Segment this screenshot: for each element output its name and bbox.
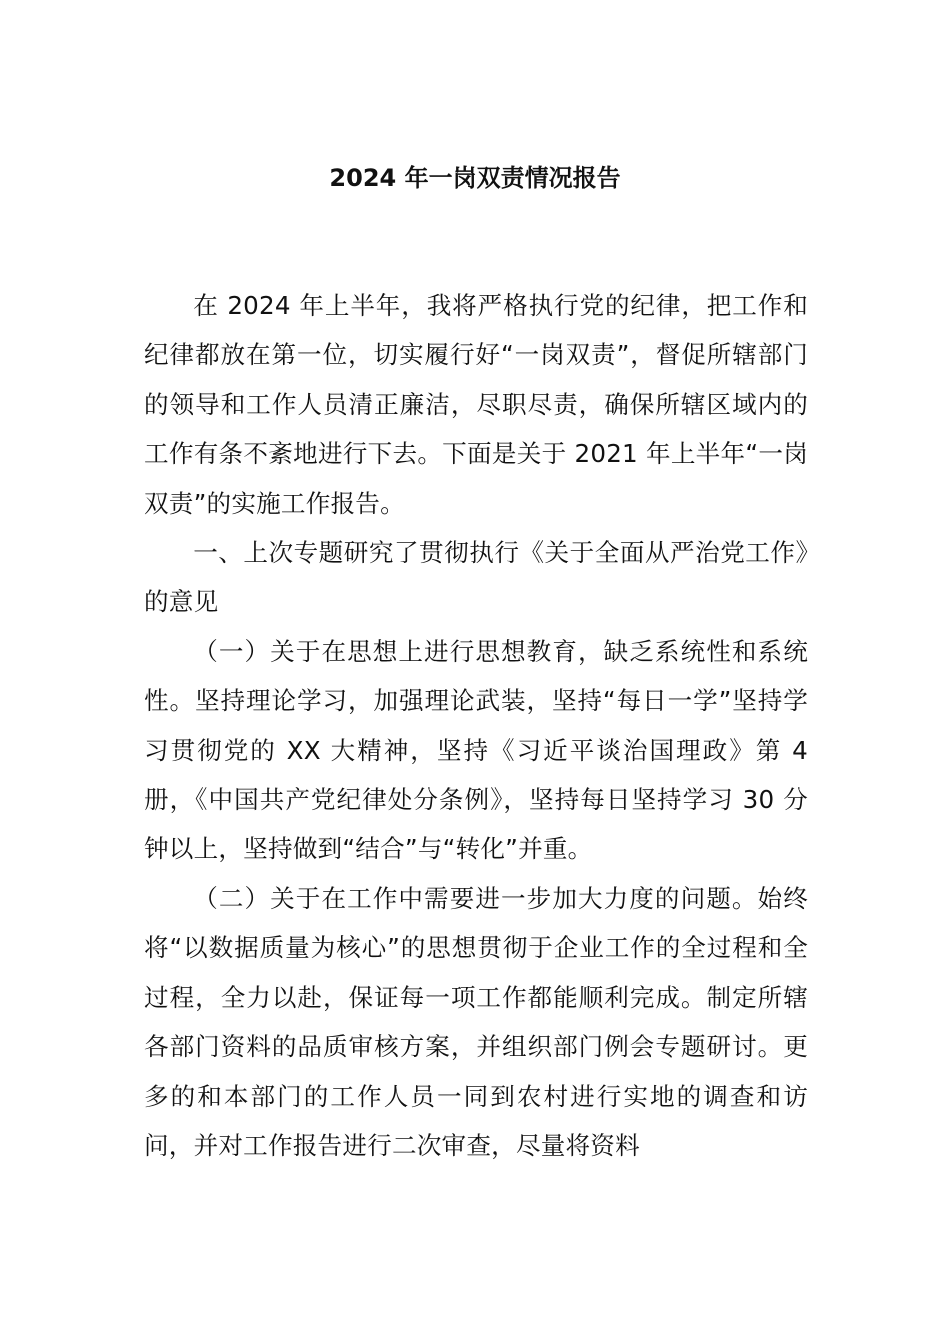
document-body xyxy=(144,281,808,1170)
document-title: 2024 年一岗双责情况报告 xyxy=(329,164,621,192)
paragraph-section-1-heading: 一、上次专题研究了贯彻执行《关于全面从严治党工作》的意见 xyxy=(144,538,808,617)
paragraph-intro: 在 2024 年上半年，我将严格执行党的纪律，把工作和纪律都放在第一位，切实履行好“一岗双责”，督促所辖部门的领导和工作人员清正廉洁，尽职尽责，确保所辖区域内的工作有条不紊地进行下去。下面是关于 2021 年上半年“一岗双责”的实施工作报告。 xyxy=(144,291,808,518)
paragraph-subsection-2: （二）关于在工作中需要进一步加大力度的问题。始终将“以数据质量为核心”的思想贯彻于企业工作的全过程和全过程，全力以赴，保证每一项工作都能顺利完成。制定所辖各部门资料的品质审核方案，并组织部门例会专题研讨。更多的和本部门的工作人员一同到农村进行实地的调查和访问，并对工作报告进行二次审查，尽量将资料 xyxy=(144,883,808,1160)
paragraph-subsection-1: （一）关于在思想上进行思想教育，缺乏系统性和系统性。坚持理论学习，加强理论武装，坚持“每日一学”坚持学习贯彻党的 XX 大精神，坚持《习近平谈治国理政》第 4 册，《中国共产党纪律处分条例》，坚持每日坚持学习 30 分钟以上，坚持做到“结合”与“转化”并重。 xyxy=(144,636,808,864)
